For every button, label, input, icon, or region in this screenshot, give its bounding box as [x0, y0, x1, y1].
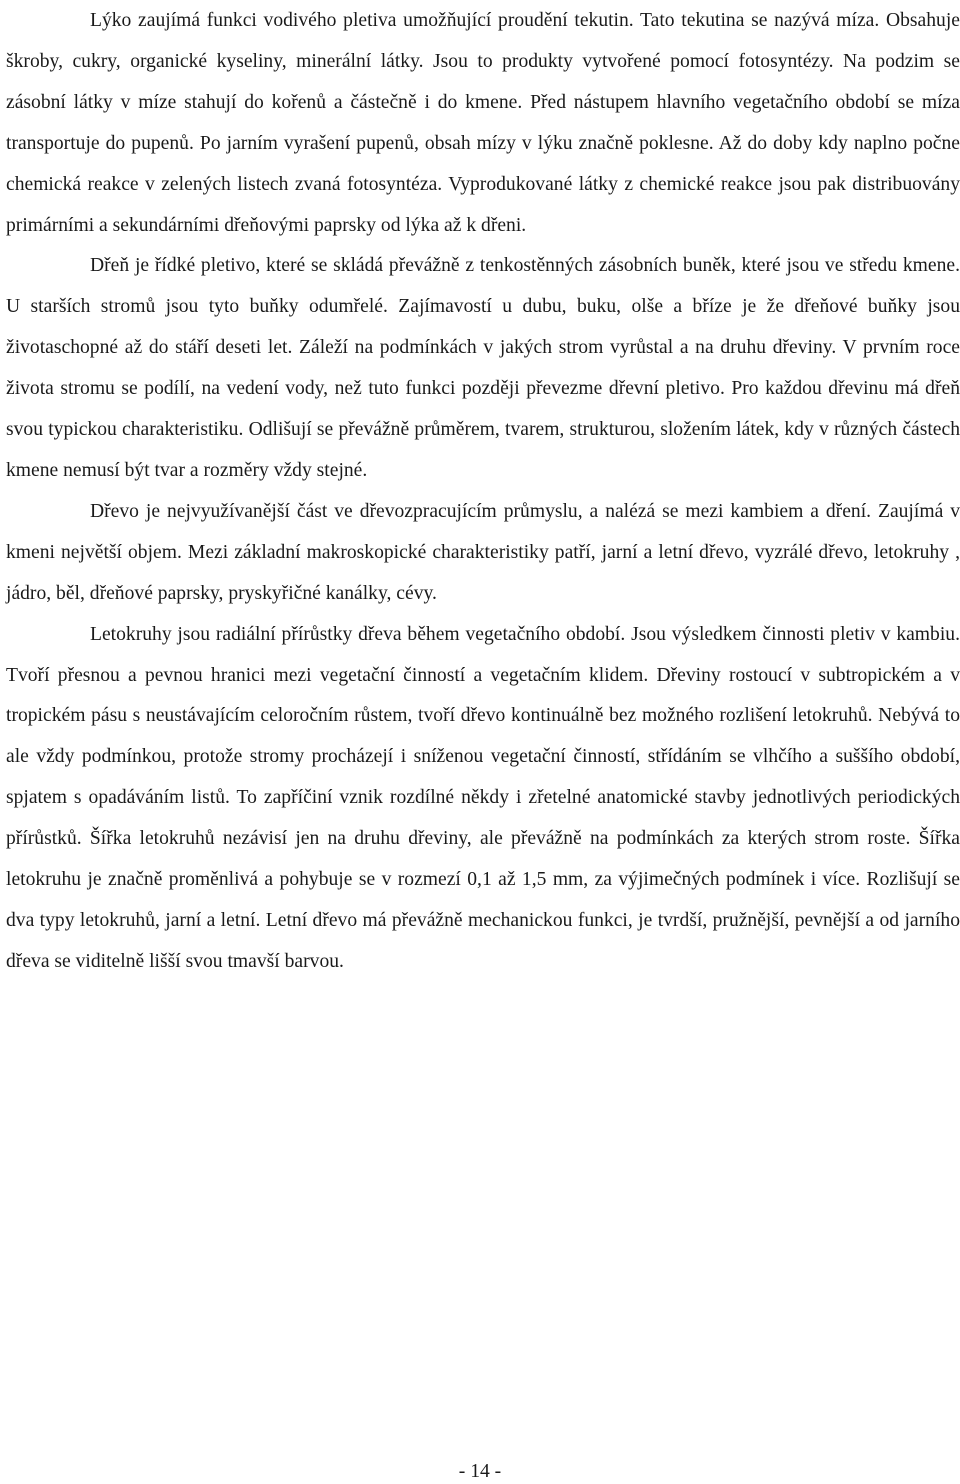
document-page [6, 0, 960, 983]
paragraph-phloem: Lýko zaujímá funkci vodivého pletiva umožňující proudění tekutin. Tato tekutina se nazývá míza. Obsahuje škroby, cukry, organické kyseliny, minerální látky. Jsou to produkty vytvořené pomocí fotosyntézy. Na podzim se zásobní látky v míze stahují do kořenů a částečně i do kmene. Před nástupem hlavního vegetačního období se míza transportuje do pupenů. Po jarním vyrašení pupenů, obsah mízy v lýku značně poklesne. Až do doby kdy naplno počne chemická reakce v zelených listech zvaná fotosyntéza. Vyprodukované látky z chemické reakce jsou pak distribuovány primárními a sekundárními dřeňovými paprsky od lýka až k dřeni. [6, 10, 960, 236]
paragraph-growth-rings: Letokruhy jsou radiální přírůstky dřeva během vegetačního období. Jsou výsledkem činnosti pletiv v kambiu. Tvoří přesnou a pevnou hranici mezi vegetační činností a vegetačním klidem. Dřeviny rostoucí v subtropickém a v tropickém pásu s neustávajícím celoročním růstem, tvoří dřevo kontinuálně bez možného rozlišení letokruhů. Nebývá to ale vždy podmínkou, protože stromy procházejí i sníženou vegetační činností, střídáním se vlhčího a suššího období, spjatem s opadáváním listů. To zapříčiní vznik rozdílné někdy i zřetelné anatomické stavby jednotlivých periodických přírůstků. Šířka letokruhů nezávisí jen na druhu dřeviny, ale převážně na podmínkách za kterých strom roste. Šířka letokruhu je značně proměnlivá a pohybuje se v rozmezí 0,1 až 1,5 mm, za výjimečných podmínek i více. Rozlišují se dva typy letokruhů, jarní a letní. Letní dřevo má převážně mechanickou funkci, je tvrdší, pružnější, pevnější a od jarního dřeva se viditelně lišší svou tmavší barvou. [6, 623, 960, 972]
page-number: - 14 - [458, 1461, 502, 1482]
paragraph-wood: Dřevo je nejvyužívanější část ve dřevozpracujícím průmyslu, a nalézá se mezi kambiem a dření. Zaujímá v kmeni největší objem. Mezi základní makroskopické charakteristiky patří, jarní a letní dřevo, vyzrálé dřevo, letokruhy , jádro, běl, dřeňové paprsky, pryskyřičné kanálky, cévy. [6, 500, 960, 604]
paragraph-pith: Dřeň je řídké pletivo, které se skládá převážně z tenkostěnných zásobních buněk, které jsou ve středu kmene. U starších stromů jsou tyto buňky odumřelé. Zajímavostí u dubu, buku, olše a bříze je že dřeňové buňky jsou životaschopné až do stáří deseti let. Záleží na podmínkách v jakých strom vyrůstal a na druhu dřeviny. V prvním roce života stromu se podílí, na vedení vody, než tuto funkci později převezme dřevní pletivo. Pro každou dřevinu má dřeň svou typickou charakteristiku. Odlišují se převážně průměrem, tvarem, strukturou, složením látek, kdy v různých částech kmene nemusí být tvar a rozměry vždy stejné. [6, 255, 960, 481]
